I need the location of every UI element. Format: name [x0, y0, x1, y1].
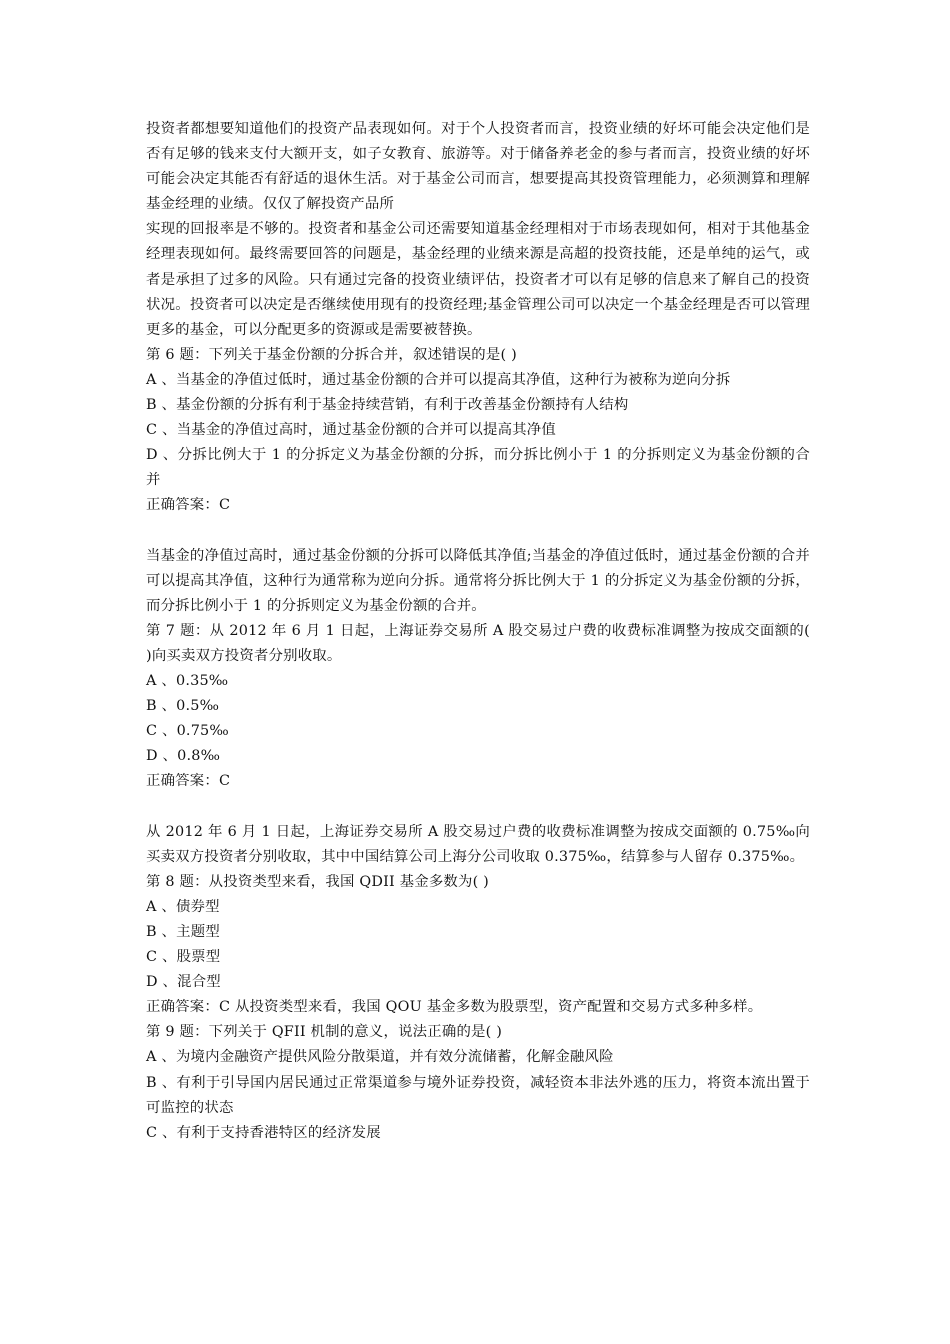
q6-answer: 正确答案：C [146, 497, 231, 514]
blank-line [146, 519, 810, 544]
q7-option-a: A 、0.35‰ [146, 673, 229, 690]
q8-option-c: C 、股票型 [146, 949, 221, 966]
q9-option-c: C 、有利于支持香港特区的经济发展 [146, 1124, 381, 1141]
q7-answer: 正确答案：C [146, 773, 231, 790]
q7-option-d: D 、0.8‰ [146, 748, 221, 765]
q7-option-b: B 、0.5‰ [146, 698, 220, 715]
q6-option-a: A 、当基金的净值过低时，通过基金份额的合并可以提高其净值，这种行为被称为逆向分拆 [146, 371, 731, 388]
intro-paragraph-1: 投资者都想要知道他们的投资产品表现如何。对于个人投资者而言，投资业绩的好坏可能会决定他们是否有足够的钱来支付大额开支，如子女教育、旅游等。对于储备养老金的参与者而言，投资业绩的好坏可能会决定其能否有舒适的退休生活。对于基金公司而言，想要提高其投资管理能力，必须测算和理解基金经理的业绩。仅仅了解投资产品所 [146, 121, 810, 213]
question-8: 第 8 题：从投资类型来看，我国 QDII 基金多数为( ) [146, 873, 489, 890]
document-page [146, 117, 810, 1146]
blank-line [146, 795, 810, 820]
q6-explanation: 当基金的净值过高时，通过基金份额的分拆可以降低其净值;当基金的净值过低时，通过基金份额的合并可以提高其净值，这种行为通常称为逆向分拆。通常将分拆比例大于 1 的分拆定义为基金份额的分拆，而分拆比例小于 1 的分拆则定义为基金份额的合并。 [146, 547, 810, 614]
question-9: 第 9 题：下列关于 QFII 机制的意义，说法正确的是( ) [146, 1024, 503, 1041]
q9-option-b: B 、有利于引导国内居民通过正常渠道参与境外证券投资，减轻资本非法外逃的压力，将资本流出置于可监控的状态 [146, 1074, 810, 1116]
q6-option-c: C 、当基金的净值过高时，通过基金份额的合并可以提高其净值 [146, 422, 556, 439]
question-7: 第 7 题：从 2012 年 6 月 1 日起，上海证券交易所 A 股交易过户费的收费标准调整为按成交面额的( )向买卖双方投资者分别收取。 [146, 622, 810, 664]
intro-paragraph-2: 实现的回报率是不够的。投资者和基金公司还需要知道基金经理相对于市场表现如何，相对于其他基金经理表现如何。最终需要回答的问题是，基金经理的业绩来源是高超的投资技能，还是单纯的运气，或者是承担了过多的风险。只有通过完备的投资业绩评估，投资者才可以有足够的信息来了解自己的投资状况。投资者可以决定是否继续使用现有的投资经理;基金管理公司可以决定一个基金经理是否可以管理更多的基金，可以分配更多的资源或是需要被替换。 [146, 221, 810, 338]
q6-option-b: B 、基金份额的分拆有利于基金持续营销，有利于改善基金份额持有人结构 [146, 397, 629, 414]
q7-explanation: 从 2012 年 6 月 1 日起，上海证券交易所 A 股交易过户费的收费标准调整为按成交面额的 0.75‰向买卖双方投资者分别收取，其中中国结算公司上海分公司收取 0.375‰，结算参与人留存 0.375‰。 [146, 823, 810, 865]
q9-option-a: A 、为境内金融资产提供风险分散渠道，并有效分流储蓄，化解金融风险 [146, 1049, 614, 1066]
q8-option-b: B 、主题型 [146, 924, 220, 940]
q7-option-c: C 、0.75‰ [146, 723, 229, 740]
q6-option-d: D 、分拆比例大于 1 的分拆定义为基金份额的分拆，而分拆比例小于 1 的分拆则定义为基金份额的合并 [146, 447, 810, 489]
q8-option-a: A 、债券型 [146, 898, 220, 915]
question-6: 第 6 题：下列关于基金份额的分拆合并，叙述错误的是( ) [146, 346, 517, 363]
q8-answer-explanation: 正确答案：C 从投资类型来看，我国 QOU 基金多数为股票型，资产配置和交易方式多种多样。 [146, 999, 763, 1016]
q8-option-d: D 、混合型 [146, 974, 221, 991]
